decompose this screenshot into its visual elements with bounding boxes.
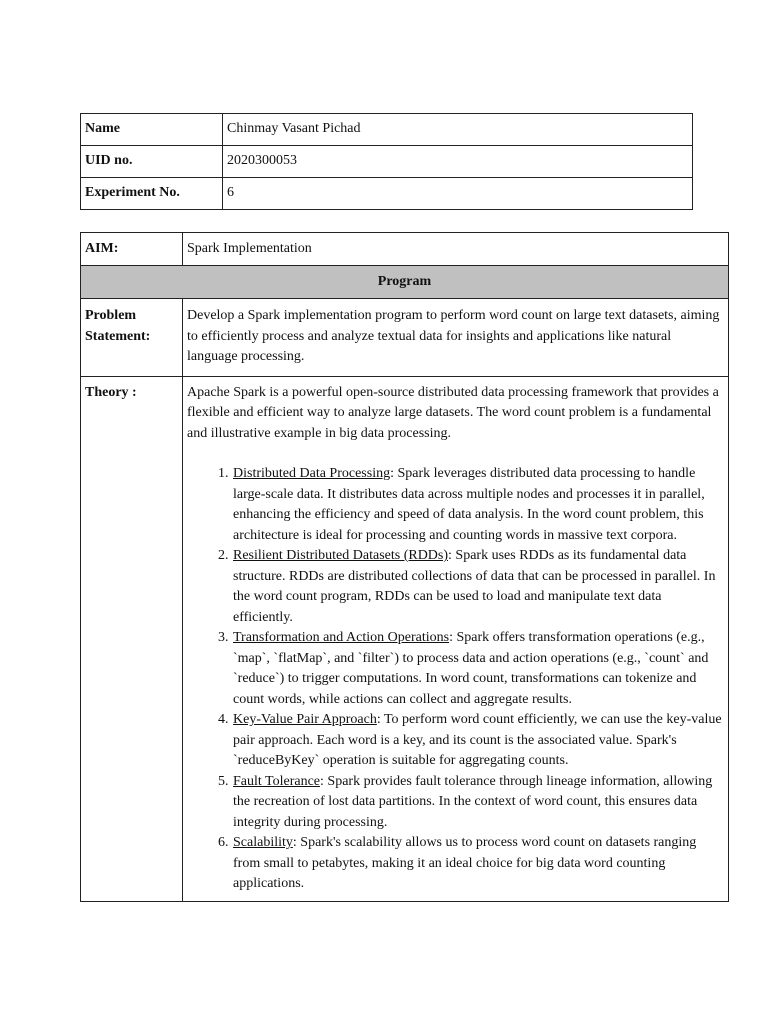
list-item [232, 833, 724, 895]
problem-statement-row [81, 299, 729, 377]
list-item-text: : To perform word count efficiently, we can use the key-value pair approach. Each word is a key, and its count is the associated value. Spark's `reduceByKey` operation is suitable for aggregating counts. [233, 712, 722, 768]
list-item-term: Transformation and Action Operations [233, 630, 450, 645]
aim-row [81, 233, 729, 266]
uid-value: 2020300053 [223, 146, 693, 178]
experiment-table [80, 232, 729, 902]
theory-row [81, 376, 729, 901]
list-item-text: : Spark uses RDDs as its fundamental data structure. RDDs are distributed collections of data that can be processed in parallel. In the word count program, RDDs can be used to load and manipulate text data efficiently. [233, 548, 716, 625]
experiment-label: Experiment No. [81, 178, 223, 210]
aim-label: AIM: [81, 233, 183, 266]
list-item-term: Scalability [233, 835, 293, 850]
list-item-term: Distributed Data Processing [233, 466, 391, 481]
list-item [232, 546, 724, 628]
list-item-term: Resilient Distributed Datasets (RDDs) [233, 548, 449, 563]
list-item-text: : Spark leverages distributed data processing to handle large-scale data. It distributes data across multiple nodes and processes it in parallel, enhancing the efficiency and speed of data analysis. In the word count problem, this architecture is ideal for processing and counting words in massive text corpora. [233, 466, 705, 543]
list-item [232, 464, 724, 546]
info-row-experiment [81, 178, 693, 210]
list-item-text: : Spark offers transformation operations (e.g., `map`, `flatMap`, and `filter`) to process data and action operations (e.g., `count` and `reduce`) to trigger computations. In word count, transformations can tokenize and count words, while actions can collect and aggregate results. [233, 630, 709, 707]
info-row-name [81, 114, 693, 146]
problem-statement-text: Develop a Spark implementation program to perform word count on large text datasets, aiming to efficiently process and analyze textual data for insights and applications like natural language processing. [183, 299, 729, 377]
experiment-value: 6 [223, 178, 693, 210]
problem-statement-label: Problem Statement: [81, 299, 183, 377]
list-item [232, 628, 724, 710]
list-item-text: : Spark's scalability allows us to process word count on datasets ranging from small to petabytes, making it an ideal choice for big data word counting applications. [233, 835, 697, 891]
student-info-table [80, 113, 693, 210]
theory-list [187, 464, 724, 895]
list-item-term: Key-Value Pair Approach [233, 712, 377, 727]
name-value: Chinmay Vasant Pichad [223, 114, 693, 146]
program-header-row [81, 266, 729, 299]
program-header: Program [81, 266, 729, 299]
list-item-text: : Spark provides fault tolerance through lineage information, allowing the recreation of lost data partitions. In the context of word count, this ensures data integrity during processing. [233, 773, 713, 830]
uid-label: UID no. [81, 146, 223, 178]
name-label: Name [81, 114, 223, 146]
theory-intro: Apache Spark is a powerful open-source distributed data processing framework that provides a flexible and efficient way to analyze large datasets. The word count problem is a fundamental and illustrative example in big data processing. [187, 384, 719, 441]
info-row-uid [81, 146, 693, 178]
theory-label: Theory : [81, 376, 183, 901]
list-item [232, 772, 724, 834]
list-item-term: Fault Tolerance [233, 773, 321, 789]
aim-value: Spark Implementation [183, 233, 729, 266]
list-item [232, 710, 724, 772]
theory-content [183, 376, 729, 901]
